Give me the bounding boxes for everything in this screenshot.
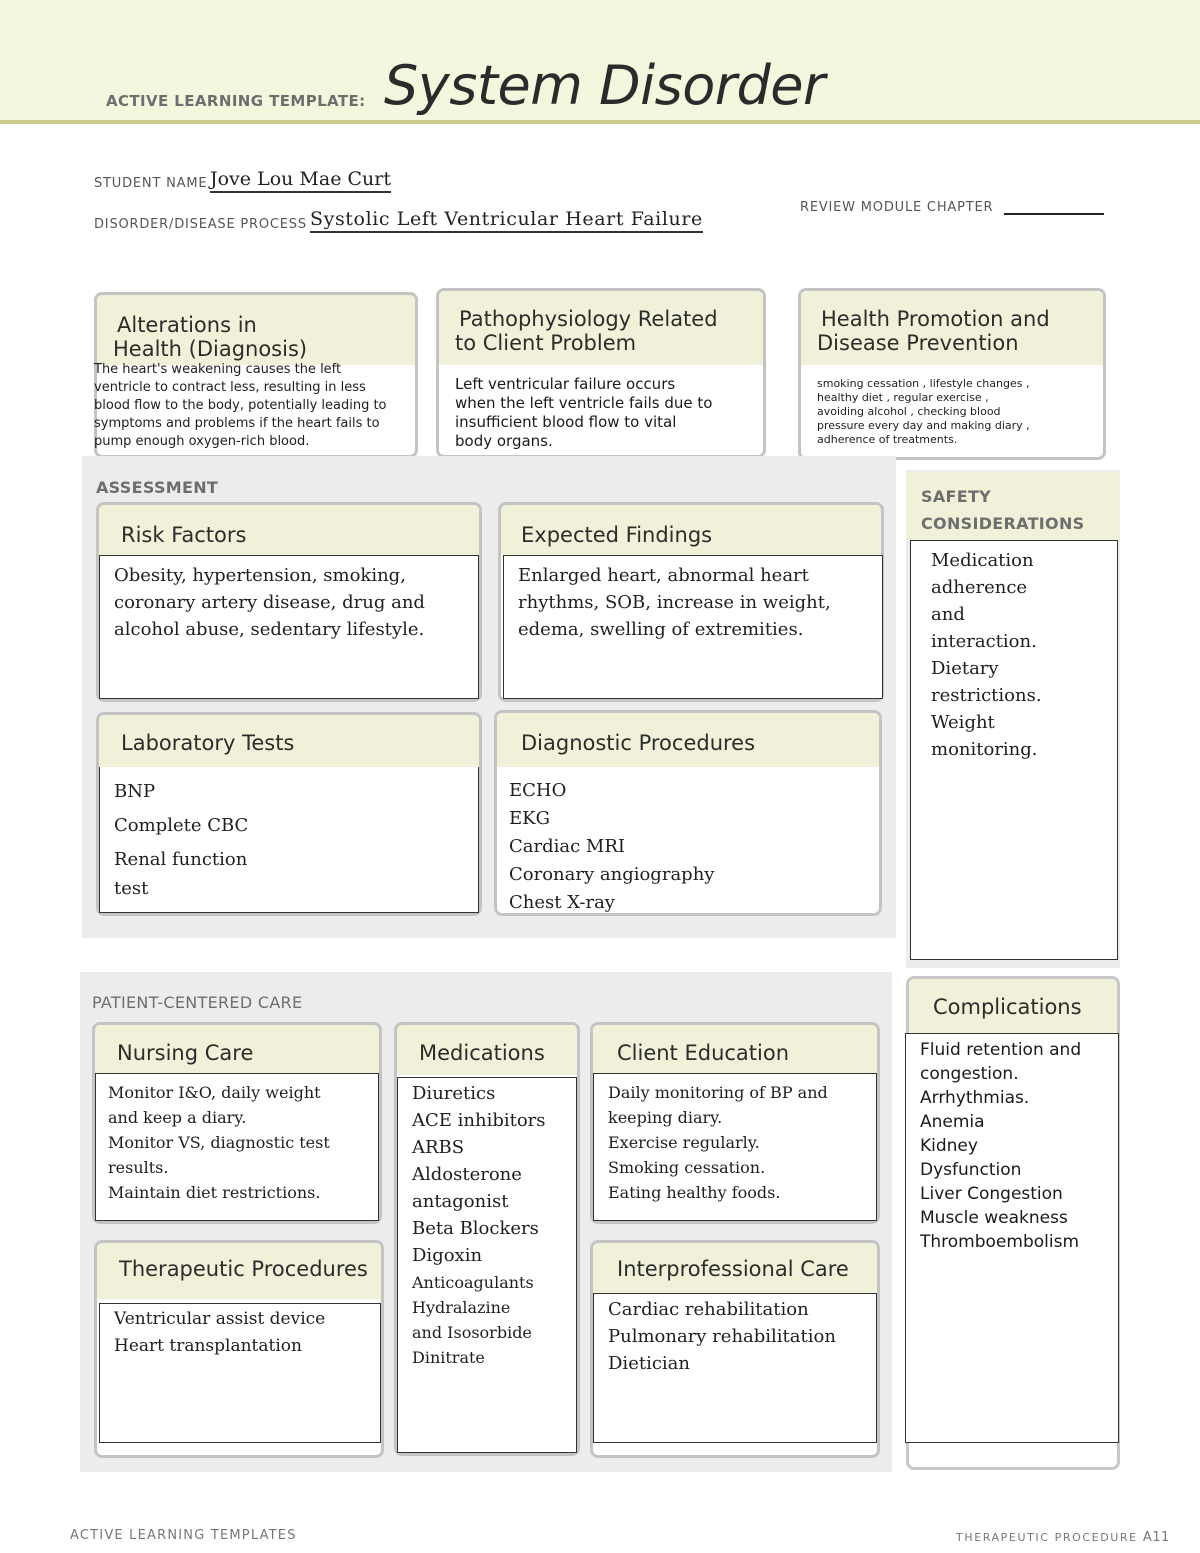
safety-title-line-2: CONSIDERATIONS xyxy=(921,514,1085,533)
interprofessional-care-title: Interprofessional Care xyxy=(617,1257,849,1281)
text-line: alcohol abuse, sedentary lifestyle. xyxy=(114,619,425,640)
text-line: Monitor I&O, daily weight xyxy=(108,1083,321,1102)
text-line: Liver Congestion xyxy=(920,1184,1063,1204)
text-line: when the left ventricle fails due to xyxy=(455,394,713,412)
alterations-title-line-1: Alterations in xyxy=(117,313,257,337)
interprofessional-care-card xyxy=(590,1240,880,1458)
medications-card xyxy=(394,1022,580,1456)
text-line: congestion. xyxy=(920,1064,1019,1084)
text-line: keeping diary. xyxy=(608,1108,723,1127)
text-line: Dinitrate xyxy=(412,1348,485,1367)
text-line: Arrhythmias. xyxy=(920,1088,1030,1108)
diagnostic-procedures-body[interactable] xyxy=(509,777,714,917)
text-line: Pulmonary rehabilitation xyxy=(608,1326,836,1347)
footer-procedure-label: THERAPEUTIC PROCEDURE xyxy=(956,1531,1138,1544)
text-line: Fluid retention and xyxy=(920,1040,1082,1060)
text-line: Complete CBC xyxy=(114,815,249,836)
nursing-care-body[interactable] xyxy=(95,1073,379,1221)
text-line: and Isosorbide xyxy=(412,1323,532,1342)
text-line: Monitor VS, diagnostic test xyxy=(108,1133,330,1152)
student-name-value[interactable]: Jove Lou Mae Curt xyxy=(210,168,391,193)
text-line: body organs. xyxy=(455,432,553,450)
text-line: Left ventricular failure occurs xyxy=(455,375,676,393)
alterations-title-line-2: Health (Diagnosis) xyxy=(113,337,308,361)
disorder-value[interactable]: Systolic Left Ventricular Heart Failure xyxy=(310,208,703,233)
text-line: symptoms and problems if the heart fails to xyxy=(94,416,380,431)
text-line: antagonist xyxy=(412,1191,509,1212)
text-line: Thromboembolism xyxy=(920,1232,1080,1252)
risk-factors-body[interactable] xyxy=(99,555,479,699)
expected-findings-card xyxy=(498,502,884,702)
text-line: test xyxy=(114,878,149,899)
text-line: healthy diet , regular exercise , xyxy=(817,391,989,404)
text-line: The heart's weakening causes the left xyxy=(94,362,342,377)
text-line: results. xyxy=(108,1158,169,1177)
therapeutic-procedures-title: Therapeutic Procedures xyxy=(119,1257,368,1281)
text-line: adherence xyxy=(931,577,1028,598)
text-line: Heart transplantation xyxy=(114,1336,302,1356)
pathophysiology-title-line-1: Pathophysiology Related xyxy=(459,307,718,331)
text-line: Medication xyxy=(931,550,1034,571)
text-line: insufficient blood flow to vital xyxy=(455,413,677,431)
student-name-label: STUDENT NAME xyxy=(94,176,208,191)
risk-factors-card xyxy=(96,502,482,702)
client-education-title: Client Education xyxy=(617,1041,790,1065)
review-module-label: REVIEW MODULE CHAPTER xyxy=(800,200,994,215)
text-line: Ventricular assist device xyxy=(114,1309,326,1329)
page-title: System Disorder xyxy=(384,54,825,117)
diagnostic-procedures-card xyxy=(494,710,882,916)
text-line: ARBS xyxy=(412,1137,465,1158)
text-line: Kidney xyxy=(920,1136,978,1156)
pathophysiology-card xyxy=(436,288,766,458)
text-line: Cardiac rehabilitation xyxy=(608,1299,809,1320)
text-line: coronary artery disease, drug and xyxy=(114,592,425,613)
alterations-text[interactable] xyxy=(94,361,414,451)
text-line: Hydralazine xyxy=(412,1298,511,1317)
template-label: ACTIVE LEARNING TEMPLATE: xyxy=(106,92,366,110)
disorder-label: DISORDER/DISEASE PROCESS xyxy=(94,217,307,232)
expected-findings-body[interactable] xyxy=(503,555,883,699)
footer-page-number: A11 xyxy=(1142,1530,1170,1545)
medications-body[interactable] xyxy=(397,1077,577,1453)
text-line: ventricle to contract less, resulting in less xyxy=(94,380,366,395)
text-line: Obesity, hypertension, smoking, xyxy=(114,565,406,586)
text-line: Coronary angiography xyxy=(509,864,715,885)
patient-care-title: PATIENT-CENTERED CARE xyxy=(92,993,303,1012)
text-line: and keep a diary. xyxy=(108,1108,247,1127)
review-module-field[interactable] xyxy=(1004,199,1104,215)
text-line: Renal function xyxy=(114,849,248,870)
text-line: Diuretics xyxy=(412,1083,496,1104)
text-line: Exercise regularly. xyxy=(608,1133,760,1152)
expected-findings-title: Expected Findings xyxy=(521,523,713,547)
text-line: edema, swelling of extremities. xyxy=(518,619,804,640)
pathophysiology-text[interactable] xyxy=(455,375,712,451)
nursing-care-title: Nursing Care xyxy=(117,1041,254,1065)
text-line: Eating healthy foods. xyxy=(608,1183,781,1202)
text-line: Enlarged heart, abnormal heart xyxy=(518,565,809,586)
text-line: pump enough oxygen-rich blood. xyxy=(94,434,310,449)
client-education-card xyxy=(590,1022,880,1224)
therapeutic-procedures-body[interactable] xyxy=(99,1303,381,1443)
footer-left: ACTIVE LEARNING TEMPLATES xyxy=(70,1528,297,1543)
text-line: Beta Blockers xyxy=(412,1218,539,1239)
footer-right xyxy=(956,1530,1170,1545)
text-line: EKG xyxy=(509,808,550,829)
text-line: interaction. xyxy=(931,631,1037,652)
text-line: ECHO xyxy=(509,780,567,801)
text-line: Daily monitoring of BP and xyxy=(608,1083,828,1102)
text-line: Dietary xyxy=(931,658,999,679)
text-line: ACE inhibitors xyxy=(412,1110,546,1131)
complications-title: Complications xyxy=(933,995,1082,1019)
medications-title: Medications xyxy=(419,1041,545,1065)
text-line: Smoking cessation. xyxy=(608,1158,766,1177)
health-promotion-title-line-1: Health Promotion and xyxy=(821,307,1050,331)
therapeutic-procedures-card xyxy=(94,1240,384,1458)
text-line: adherence of treatments. xyxy=(817,433,958,446)
text-line: avoiding alcohol , checking blood xyxy=(817,405,1001,418)
health-promotion-text[interactable] xyxy=(817,377,1030,447)
text-line: Aldosterone xyxy=(412,1164,522,1185)
text-line: Digoxin xyxy=(412,1245,483,1266)
complications-card xyxy=(906,976,1120,1470)
text-line: Weight xyxy=(931,712,995,733)
text-line: smoking cessation , lifestyle changes , xyxy=(817,377,1030,390)
text-line: restrictions. xyxy=(931,685,1042,706)
laboratory-tests-card xyxy=(96,712,482,916)
text-line: rhythms, SOB, increase in weight, xyxy=(518,592,831,613)
text-line: Anticoagulants xyxy=(412,1273,534,1292)
safety-body[interactable] xyxy=(910,540,1118,960)
text-line: Maintain diet restrictions. xyxy=(108,1183,321,1202)
text-line: Muscle weakness xyxy=(920,1208,1068,1228)
text-line: pressure every day and making diary , xyxy=(817,419,1030,432)
nursing-care-card xyxy=(92,1022,382,1224)
assessment-title: ASSESSMENT xyxy=(96,478,219,497)
health-promotion-title-line-2: Disease Prevention xyxy=(817,331,1019,355)
text-line: Anemia xyxy=(920,1112,985,1132)
text-line: blood flow to the body, potentially leading to xyxy=(94,398,387,413)
laboratory-tests-body[interactable] xyxy=(99,767,479,913)
laboratory-tests-title: Laboratory Tests xyxy=(121,731,295,755)
pathophysiology-title-line-2: to Client Problem xyxy=(455,331,637,355)
safety-title-line-1: SAFETY xyxy=(921,487,992,506)
text-line: BNP xyxy=(114,781,156,802)
diagnostic-procedures-title: Diagnostic Procedures xyxy=(521,731,756,755)
text-line: Chest X-ray xyxy=(509,892,615,913)
text-line: Dysfunction xyxy=(920,1160,1022,1180)
client-education-body[interactable] xyxy=(593,1073,877,1221)
health-promotion-card xyxy=(798,288,1106,460)
complications-body[interactable] xyxy=(905,1033,1119,1443)
interprofessional-care-body[interactable] xyxy=(593,1293,877,1443)
text-line: Dietician xyxy=(608,1353,690,1374)
alterations-card xyxy=(94,292,418,458)
text-line: and xyxy=(931,604,965,625)
text-line: monitoring. xyxy=(931,739,1038,760)
text-line: Cardiac MRI xyxy=(509,836,626,857)
risk-factors-title: Risk Factors xyxy=(121,523,247,547)
